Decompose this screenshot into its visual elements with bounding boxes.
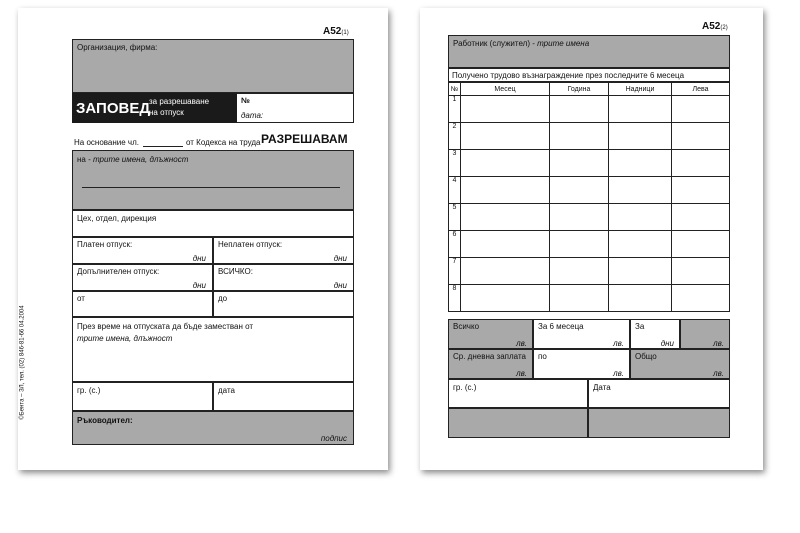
table-cell[interactable] <box>672 204 730 231</box>
city-field[interactable] <box>448 379 588 408</box>
table-cell[interactable] <box>550 177 609 204</box>
total-lv-unit: лв. <box>516 339 527 348</box>
table-cell[interactable] <box>461 177 550 204</box>
table-cell[interactable] <box>609 258 672 285</box>
col-header-leva: Лева <box>672 83 730 96</box>
table-cell[interactable] <box>672 258 730 285</box>
table-cell[interactable] <box>461 96 550 123</box>
table-cell[interactable] <box>609 231 672 258</box>
table-cell[interactable] <box>672 150 730 177</box>
row-number: 4 <box>449 177 461 204</box>
form-code: A52(1) <box>323 26 349 37</box>
left-form-sheet <box>18 8 388 470</box>
table-cell[interactable] <box>609 285 672 312</box>
additional-leave-field[interactable] <box>72 264 213 291</box>
avg-daily-wage-field[interactable] <box>448 349 533 379</box>
city-label: гр. (с.) <box>77 386 101 395</box>
total-days-unit: дни <box>333 281 347 290</box>
title-subtitle-1: за разрешаване <box>149 97 210 106</box>
table-cell[interactable] <box>550 150 609 177</box>
table-cell[interactable] <box>461 150 550 177</box>
paid-leave-field[interactable] <box>72 237 213 264</box>
row-number: 1 <box>449 96 461 123</box>
for-days-field[interactable] <box>630 319 680 349</box>
overall-label: Общо <box>635 352 657 361</box>
table-cell[interactable] <box>672 285 730 312</box>
table-cell[interactable] <box>550 96 609 123</box>
six-month-field[interactable] <box>533 319 630 349</box>
paid-days-unit: дни <box>192 254 206 263</box>
allow-heading: РАЗРЕШАВАМ <box>261 132 348 146</box>
to-label: до <box>218 294 228 303</box>
table-cell[interactable] <box>461 258 550 285</box>
row-number: 2 <box>449 123 461 150</box>
basis-article-label: На основание чл. <box>74 138 139 147</box>
date-label: дата: <box>241 111 264 120</box>
avg-daily-lv-unit: лв. <box>516 369 527 378</box>
total-label: Всичко <box>453 322 480 331</box>
date-label: Дата <box>593 383 611 392</box>
table-cell[interactable] <box>461 204 550 231</box>
number-label: № <box>241 96 250 105</box>
form-code: A52(2) <box>702 21 728 32</box>
row-number: 5 <box>449 204 461 231</box>
table-cell[interactable] <box>461 123 550 150</box>
for-lv-unit: лв. <box>713 339 724 348</box>
title-subtitle-2: на отпуск <box>149 108 184 117</box>
six-month-lv-unit: лв. <box>613 339 624 348</box>
manager-label: Ръководител: <box>77 416 133 425</box>
for-lv-field[interactable] <box>680 319 730 349</box>
additional-days-unit: дни <box>192 281 206 290</box>
table-cell[interactable] <box>672 96 730 123</box>
employee-underline <box>82 187 340 188</box>
replacement-field[interactable] <box>72 317 354 382</box>
table-cell[interactable] <box>609 150 672 177</box>
unpaid-leave-field[interactable] <box>213 237 354 264</box>
employee-label: на - трите имена, длъжност <box>77 155 189 164</box>
col-header-year: Година <box>550 83 609 96</box>
printer-imprint: ©Бента – ЗЛ, тел. (02) 846-81-66 04.2004 <box>19 305 26 420</box>
row-number: 6 <box>449 231 461 258</box>
from-label: от <box>77 294 85 303</box>
unpaid-leave-label: Неплатен отпуск: <box>218 240 283 249</box>
income-title: Получено трудово възнаграждение през последните 6 месеца <box>452 71 685 80</box>
table-cell[interactable] <box>550 204 609 231</box>
six-month-label: За 6 месеца <box>538 322 584 331</box>
table-cell[interactable] <box>461 285 550 312</box>
by-label: по <box>538 352 547 361</box>
employee-field[interactable] <box>72 150 354 210</box>
row-number: 8 <box>449 285 461 312</box>
table-cell[interactable] <box>609 123 672 150</box>
city-field[interactable] <box>72 382 213 411</box>
table-cell[interactable] <box>672 177 730 204</box>
table-cell[interactable] <box>550 285 609 312</box>
overall-field[interactable] <box>630 349 730 379</box>
row-number: 3 <box>449 150 461 177</box>
total-leave-label: ВСИЧКО: <box>218 267 253 276</box>
title-order: ЗАПОВЕД <box>76 100 151 117</box>
replacement-sublabel: трите имена, длъжност <box>77 334 173 343</box>
col-header-wages: Надници <box>609 83 672 96</box>
right-form-sheet <box>420 8 763 470</box>
organization-field[interactable] <box>72 39 354 93</box>
income-table <box>448 82 730 312</box>
department-label: Цех, отдел, дирекция <box>77 214 157 223</box>
manager-field[interactable] <box>72 411 354 445</box>
replacement-label: През време на отпуската да бъде заместван от <box>77 322 254 331</box>
for-days-unit: дни <box>660 339 674 348</box>
organization-label: Организация, фирма: <box>77 43 158 52</box>
total-field[interactable] <box>448 319 533 349</box>
table-cell[interactable] <box>550 123 609 150</box>
basis-code-label: от Кодекса на труда <box>186 138 261 147</box>
avg-daily-wage-label: Ср. дневна заплата <box>453 352 526 361</box>
table-cell[interactable] <box>609 204 672 231</box>
worker-label: Работник (служител) - трите имена <box>453 39 590 48</box>
total-leave-field[interactable] <box>213 264 354 291</box>
paid-leave-label: Платен отпуск: <box>77 240 133 249</box>
for-label: За <box>635 322 645 331</box>
department-field[interactable] <box>72 210 354 237</box>
to-date-field[interactable] <box>213 291 354 317</box>
row-number: 7 <box>449 258 461 285</box>
date-field-label: дата <box>218 386 235 395</box>
unpaid-days-unit: дни <box>333 254 347 263</box>
col-header-number: № <box>449 83 461 96</box>
city-label: гр. (с.) <box>453 383 477 392</box>
income-title-row <box>448 68 730 82</box>
signature-right-area[interactable] <box>588 408 730 438</box>
date-field[interactable] <box>213 382 354 411</box>
by-field[interactable] <box>533 349 630 379</box>
table-cell[interactable] <box>672 123 730 150</box>
additional-leave-label: Допълнителен отпуск: <box>77 267 160 276</box>
table-cell[interactable] <box>461 231 550 258</box>
table-cell[interactable] <box>609 177 672 204</box>
table-cell[interactable] <box>609 96 672 123</box>
table-cell[interactable] <box>550 258 609 285</box>
signature-left-area[interactable] <box>448 408 588 438</box>
table-cell[interactable] <box>672 231 730 258</box>
col-header-month: Месец <box>461 83 550 96</box>
from-date-field[interactable] <box>72 291 213 317</box>
article-blank[interactable] <box>143 146 183 147</box>
date-field[interactable] <box>588 379 730 408</box>
by-lv-unit: лв. <box>613 369 624 378</box>
overall-lv-unit: лв. <box>713 369 724 378</box>
table-cell[interactable] <box>550 231 609 258</box>
worker-field[interactable] <box>448 35 730 68</box>
signature-label: подпис <box>320 434 347 443</box>
